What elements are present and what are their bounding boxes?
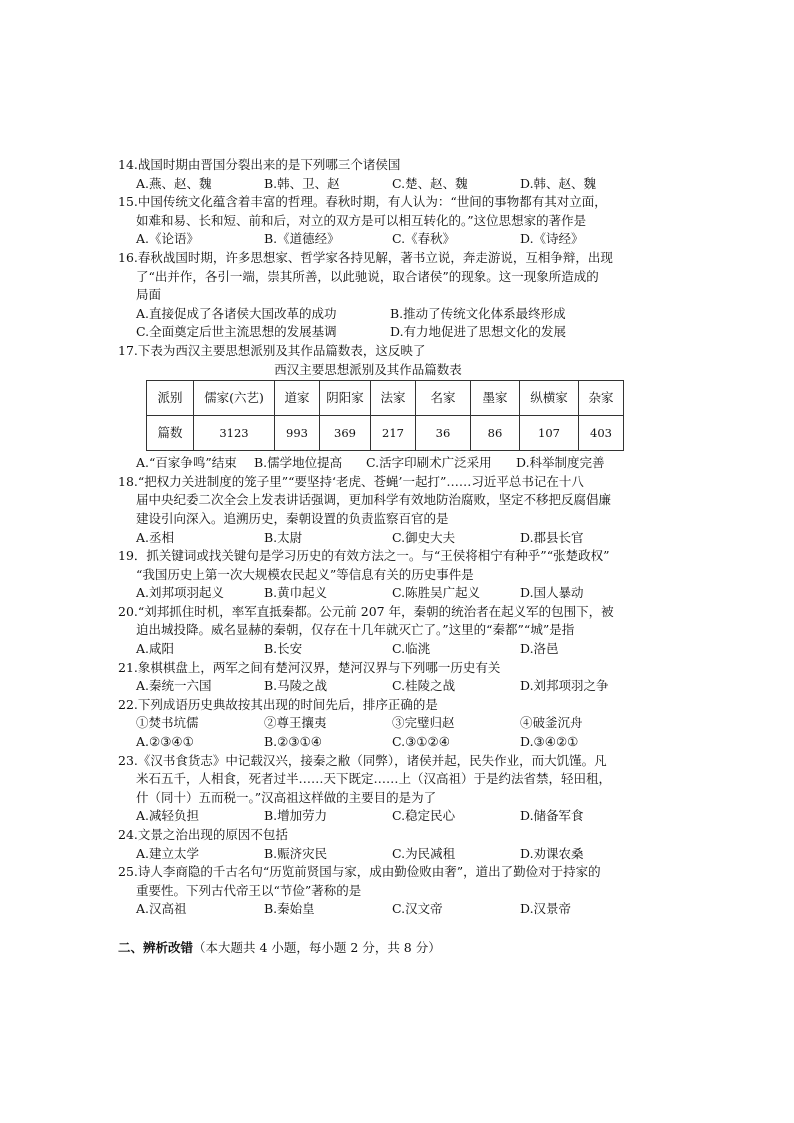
option-c: C.临洮 <box>392 641 431 657</box>
table-cell: 369 <box>320 416 371 451</box>
table-cell: 403 <box>579 416 624 451</box>
options-row <box>118 305 678 324</box>
question-stem-continued: “我国历史上第一次大规模农民起义”等信息有关的历史事件是 <box>136 566 474 582</box>
options-row <box>118 733 678 752</box>
option-d: D.《诗经》 <box>520 231 584 247</box>
options-row <box>118 640 678 659</box>
option-a: A.燕、赵、魏 <box>136 175 212 191</box>
question-stem-continued: 局面 <box>136 287 162 303</box>
question-20 <box>118 603 678 659</box>
options-row <box>118 230 678 249</box>
table-cell: 阴阳家 <box>320 381 371 416</box>
option-d: D.刘邦项羽之争 <box>520 678 609 694</box>
option-b: B.儒学地位提高 <box>254 455 343 471</box>
question-stem-continued: 迫出城投降。威名显赫的秦朝，仅存在十几年就灭亡了。”这里的“秦都”“城”是指 <box>136 622 575 638</box>
option-a: A.建立太学 <box>136 845 200 861</box>
table-header-row <box>147 381 624 416</box>
item-1: ①焚书坑儒 <box>136 715 199 731</box>
table-cell: 儒家(六艺) <box>194 381 275 416</box>
table-cell: 纵横家 <box>520 381 579 416</box>
option-c: C.楚、赵、魏 <box>392 175 468 191</box>
section-title: 二、辨析改错 <box>118 939 194 955</box>
option-d: D.③④②① <box>520 734 579 750</box>
question-24 <box>118 826 678 863</box>
option-b: B.长安 <box>264 641 303 657</box>
school-works-table <box>146 380 624 451</box>
option-b: B.马陵之战 <box>264 678 328 694</box>
question-stem-continued: 建设引向深入。追溯历史，秦朝设置的负责监察百官的是 <box>136 510 449 526</box>
table-cell: 杂家 <box>579 381 624 416</box>
options-row <box>118 845 678 864</box>
options-row <box>118 323 678 342</box>
option-b: B.赈济灾民 <box>264 845 328 861</box>
option-a: A.汉高祖 <box>136 901 187 917</box>
table-caption: 西汉主要思想派别及其作品篇数表 <box>274 361 462 377</box>
items-row <box>118 714 678 733</box>
option-a: A.秦统一六国 <box>136 678 212 694</box>
option-a: A.丞相 <box>136 529 175 545</box>
table-cell: 法家 <box>371 381 416 416</box>
question-stem-continued: 届中央纪委二次全会上发表讲话强调，更加科学有效地防治腐败，坚定不移把反腐倡廉 <box>136 492 612 508</box>
option-b: B.黄巾起义 <box>264 585 328 601</box>
option-b: B.太尉 <box>264 529 303 545</box>
table-cell: 86 <box>471 416 520 451</box>
options-row <box>118 584 678 603</box>
option-d: D.科举制度完善 <box>516 455 605 471</box>
table-cell: 107 <box>520 416 579 451</box>
question-stem: 18.“把权力关进制度的笼子里”“要坚持‘老虎、苍蝇’一起打”……习近平总书记在十八 <box>118 473 584 489</box>
option-c: C.陈胜吴广起义 <box>392 585 481 601</box>
question-stem-continued: 什（同十）五而税一。”汉高祖这样做的主要目的是为了 <box>136 789 437 805</box>
option-c: C.全面奠定后世主流思想的发展基调 <box>136 324 337 340</box>
question-stem-continued: 了“出并作，各引一端，崇其所善，以此驰说，取合诸侯”的现象。这一现象所造成的 <box>136 268 599 284</box>
question-stem-continued: 如难和易、长和短、前和后，对立的双方是可以相互转化的。”这位思想家的著作是 <box>136 212 587 228</box>
option-d: D.国人暴动 <box>520 585 584 601</box>
option-b: B.秦始皇 <box>264 901 315 917</box>
question-stem: 15.中国传统文化蕴含着丰富的哲理。春秋时期，有人认为：“世间的事物都有其对立面， <box>118 194 607 210</box>
option-d: D.郡县长官 <box>520 529 584 545</box>
table-cell: 墨家 <box>471 381 520 416</box>
item-4: ④破釜沉舟 <box>520 715 583 731</box>
option-b: B.韩、卫、赵 <box>264 175 340 191</box>
option-c: C.稳定民心 <box>392 808 456 824</box>
question-15 <box>118 193 678 249</box>
table-cell: 名家 <box>416 381 471 416</box>
question-stem: 14.战国时期由晋国分裂出来的是下列哪三个诸侯国 <box>118 157 401 172</box>
question-stem: 19．抓关键词或找关键句是学习历史的有效方法之一。与“王侯将相宁有种乎”“张楚政权” <box>118 548 610 564</box>
options-row <box>118 900 678 919</box>
option-d: D.汉景帝 <box>520 901 572 917</box>
option-a: A.减轻负担 <box>136 808 200 824</box>
question-21 <box>118 659 678 696</box>
option-c: C.③①②④ <box>392 734 450 750</box>
option-a: A.《论语》 <box>136 231 200 247</box>
question-stem-continued: 米石五千，人相食，死者过半……天下既定……上（汉高祖）于是约法省禁，轻田租， <box>136 771 612 787</box>
question-17 <box>118 342 678 473</box>
question-stem: 22.下列成语历史典故按其出现的时间先后，排序正确的是 <box>118 696 438 712</box>
section-2-heading <box>118 939 678 958</box>
option-c: C.活字印刷术广泛采用 <box>366 455 492 471</box>
item-2: ②尊王攘夷 <box>264 715 327 731</box>
option-b: B.《道德经》 <box>264 231 340 247</box>
question-stem-continued: 重要性。下列古代帝王以“节俭”著称的是 <box>136 882 362 898</box>
option-d: D.有力地促进了思想文化的发展 <box>390 324 567 340</box>
table-cell: 派别 <box>147 381 194 416</box>
option-c: C.为民减租 <box>392 845 456 861</box>
question-16 <box>118 249 678 342</box>
options-row <box>118 807 678 826</box>
question-25 <box>118 863 678 919</box>
option-a: A.直接促成了各诸侯大国改革的成功 <box>136 305 337 321</box>
option-b: B.增加劳力 <box>264 808 328 824</box>
table-cell: 36 <box>416 416 471 451</box>
options-row <box>118 677 678 696</box>
table-cell: 3123 <box>194 416 275 451</box>
question-22 <box>118 696 678 752</box>
options-row <box>118 175 678 194</box>
question-14 <box>118 156 678 193</box>
table-row <box>147 416 624 451</box>
option-a: A.咸阳 <box>136 641 175 657</box>
section-note: （本大题共 4 小题，每小题 2 分，共 8 分） <box>193 939 441 955</box>
table-cell: 217 <box>371 416 416 451</box>
table-cell: 993 <box>275 416 320 451</box>
question-stem: 17.下表为西汉主要思想派别及其作品篇数表，这反映了 <box>118 342 426 358</box>
option-c: C.御史大夫 <box>392 529 456 545</box>
option-c: C.汉文帝 <box>392 901 443 917</box>
option-a: A.刘邦项羽起义 <box>136 585 225 601</box>
option-b: B.推动了传统文化体系最终形成 <box>390 305 566 321</box>
option-b: B.②③①④ <box>264 734 322 750</box>
option-a: A.“百家争鸣”结束 <box>136 455 237 471</box>
question-stem: 25.诗人李商隐的千古名句“历览前贤国与家，成由勤俭败由奢”，道出了勤俭对于持家的 <box>118 864 601 880</box>
option-d: D.劝课农桑 <box>520 845 584 861</box>
table-cell: 篇数 <box>147 416 194 451</box>
question-stem: 21.象棋棋盘上，两军之间有楚河汉界，楚河汉界与下列哪一历史有关 <box>118 659 501 675</box>
question-23 <box>118 752 678 826</box>
item-3: ③完璧归赵 <box>392 715 455 731</box>
option-d: D.韩、赵、魏 <box>520 175 597 191</box>
question-stem: 20.“刘邦抓住时机，率军直抵秦都。公元前 207 年，秦朝的统治者在起义军的包围下，被 <box>118 603 614 619</box>
options-row <box>118 454 678 473</box>
options-row <box>118 529 678 548</box>
option-d: D.洛邑 <box>520 641 559 657</box>
question-stem: 16.春秋战国时期，许多思想家、哲学家各持见解，著书立说，奔走游说，互相争辩，出现 <box>118 249 613 265</box>
question-19 <box>118 547 678 603</box>
question-stem: 23.《汉书食货志》中记载汉兴，接秦之敝（同弊），诸侯并起，民失作业，而大饥馑。凡 <box>118 752 607 768</box>
question-18 <box>118 473 678 547</box>
question-list <box>118 156 678 958</box>
question-stem: 24.文景之治出现的原因不包括 <box>118 827 288 842</box>
option-c: C.桂陵之战 <box>392 678 456 694</box>
option-d: D.储备军食 <box>520 808 584 824</box>
table-cell: 道家 <box>275 381 320 416</box>
option-a: A.②③④① <box>136 734 194 750</box>
option-c: C.《春秋》 <box>392 231 456 247</box>
